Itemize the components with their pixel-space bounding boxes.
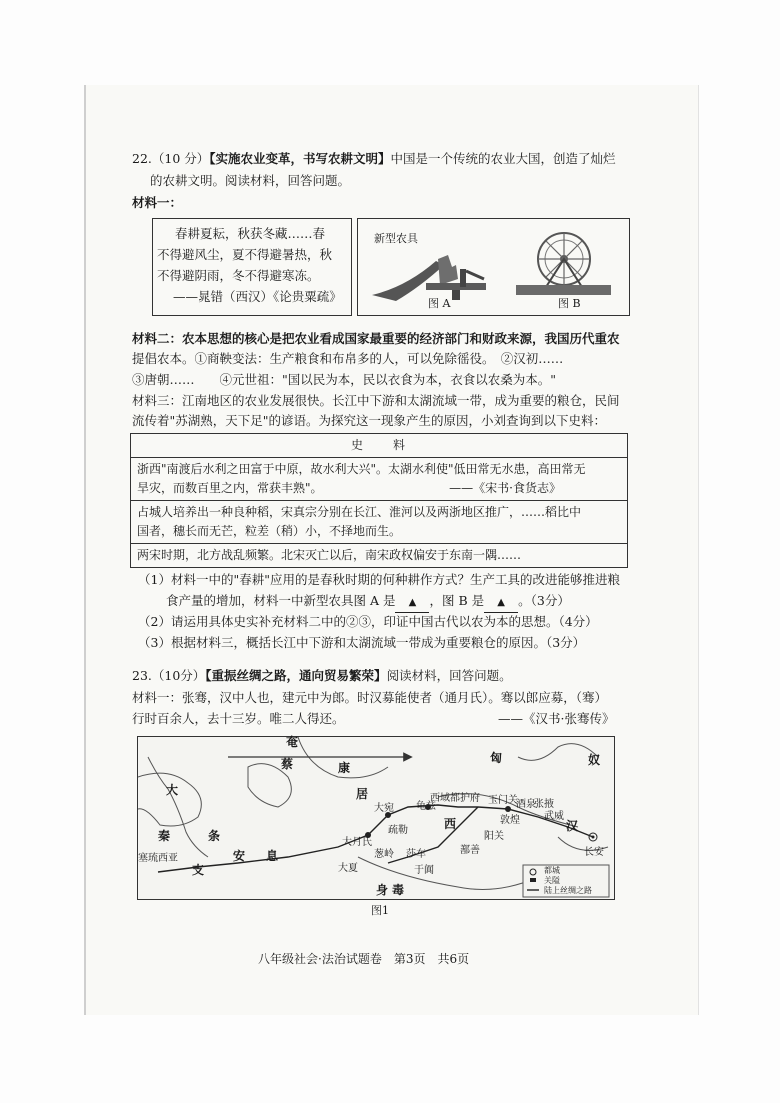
map-label: 奴 bbox=[588, 753, 601, 767]
table-header: 史 料 bbox=[131, 434, 628, 458]
map-place-label: 酒泉 bbox=[516, 799, 536, 810]
material-2-line2: 提倡农本。①商鞅变法：生产粮食和布帛多的人，可以免除徭役。 ②汉初…… bbox=[132, 351, 564, 366]
q23-material-line2: 行时百余人，去十三岁。唯二人得还。 bbox=[132, 711, 345, 726]
tools-figure-box bbox=[357, 218, 630, 316]
silk-road-map bbox=[137, 736, 615, 900]
poem-source: ——晁错（西汉）《论贵粟疏》 bbox=[173, 289, 342, 304]
figure-b-caption: 图 B bbox=[558, 297, 581, 310]
map-place-label: 葱岭 bbox=[374, 849, 394, 860]
q22-number: 22.（10 分） bbox=[132, 151, 210, 166]
material-1-label: 材料一： bbox=[132, 195, 183, 210]
map-label: 汉 bbox=[566, 819, 579, 833]
source-1-citation: ——《宋书·食货志》 bbox=[449, 481, 561, 495]
historical-sources-table bbox=[130, 433, 628, 568]
table-header-row bbox=[131, 434, 628, 458]
material-2-line1: 材料二：农本思想的核心是把农业看成国家最重要的经济部门和财政来源，我国历代重农 bbox=[132, 331, 620, 346]
map-label: 康 bbox=[338, 761, 351, 775]
table-row bbox=[131, 501, 628, 544]
poem-line: 不得避阴雨，冬不得避寒冻。 bbox=[157, 268, 320, 283]
map-label: 居 bbox=[356, 787, 369, 801]
q22-line1 bbox=[132, 150, 616, 168]
map-place-label: 敦煌 bbox=[500, 815, 520, 826]
source-2-text-2: 国者，穗长而无芒，粒差（稍）小，不择地而生。 bbox=[137, 524, 402, 538]
map-place-label: 大宛 bbox=[374, 803, 394, 814]
map-place-label: 张掖 bbox=[534, 799, 554, 810]
question-1-line1: （1）材料一中的"春耕"应用的是春秋时期的何种耕作方式？生产工具的改进能够推进粮 bbox=[138, 572, 620, 587]
source-2-text: 占城人培养出一种良种稻，宋真宗分别在长江、淮河以及两浙地区推广，……稻比中 bbox=[137, 505, 582, 519]
material-2-line3: ③唐朝…… ④元世祖："国以民为本，民以衣食为本，衣食以农桑为本。" bbox=[132, 372, 557, 387]
answer-blank-a[interactable]: ▲ bbox=[395, 592, 429, 613]
table-row bbox=[131, 458, 628, 501]
answer-blank-b[interactable]: ▲ bbox=[484, 592, 518, 613]
figure-a-caption: 图 A bbox=[428, 297, 451, 310]
map-place-label: 大夏 bbox=[338, 863, 358, 874]
map-place-label: 鄯善 bbox=[460, 845, 480, 856]
poem-line: 不得避风尘，夏不得避暑热，秋 bbox=[157, 247, 333, 262]
map-place-label: 武威 bbox=[544, 811, 564, 822]
map-label: 条 bbox=[208, 829, 221, 843]
legend-capital: 都城 bbox=[544, 866, 560, 875]
source-1-text: 浙西"南渡后水利之田富于中原，故水利大兴"。太湖水利使"低田常无水患，高田常无 bbox=[137, 462, 586, 476]
tools-title: 新型农具 bbox=[374, 232, 418, 245]
page-footer: 八年级社会·法治试题卷 第3页 共6页 bbox=[258, 952, 470, 966]
legend-pass: 关隘 bbox=[544, 876, 560, 885]
legend-silk-road: 陆上丝绸之路 bbox=[544, 886, 592, 895]
q23-material-line1: 材料一：张骞，汉中人也，建元中为郎。时汉募能使者（通月氏）。骞以郎应募，（骞） bbox=[132, 690, 608, 705]
question-1-line2: 食产量的增加，材料一中新型农具图 A 是 ▲ ，图 B 是 ▲ 。（3分） bbox=[166, 592, 570, 613]
table-row bbox=[131, 544, 628, 568]
question-3: （3）根据材料三，概括长江中下游和太湖流域一带成为重要粮仓的原因。（3分） bbox=[138, 635, 586, 650]
map-label: 大 bbox=[166, 783, 179, 797]
q23-material-source: ——《汉书·张骞传》 bbox=[498, 711, 615, 726]
map-place-label: 西域都护府 bbox=[430, 793, 480, 804]
q23-topic: 【重振丝绸之路，通向贸易繁荣】 bbox=[205, 668, 387, 683]
q22-topic: 【实施农业变革，书写农耕文明】 bbox=[209, 151, 391, 166]
map-label: 支 bbox=[192, 863, 205, 877]
q22-intro: 中国是一个传统的农业大国，创造了灿烂 bbox=[390, 151, 616, 166]
map-label: 西 bbox=[444, 817, 457, 831]
map-place-label: 塞琉西亚 bbox=[138, 853, 178, 864]
material-3-line1: 材料三：江南地区的农业发展很快。长江中下游和太湖流域一带，成为重要的粮仓，民间 bbox=[132, 393, 620, 408]
map-place-label: 龟兹 bbox=[416, 801, 436, 812]
map-outlines bbox=[138, 737, 614, 899]
map-label: 息 bbox=[266, 849, 279, 863]
map-place-label: 于阗 bbox=[414, 865, 434, 876]
q23-number: 23.（10分） bbox=[132, 668, 206, 683]
map-label: 毒 bbox=[392, 883, 405, 897]
map-place-label: 大月氏 bbox=[342, 837, 372, 848]
source-3-text: 两宋时期，北方战乱频繁。北宋灭亡以后，南宋政权偏安于东南一隅…… bbox=[131, 544, 628, 568]
map-label: 秦 bbox=[158, 829, 171, 843]
q22-intro-2: 的农耕文明。阅读材料，回答问题。 bbox=[150, 173, 351, 188]
map-place-label: 疏勒 bbox=[388, 825, 408, 836]
poem-box bbox=[152, 218, 352, 316]
map-place-label: 莎车 bbox=[406, 849, 426, 860]
source-1-text-2: 旱灾，而数百里之内，常获丰熟"。 bbox=[137, 481, 323, 495]
map-label: 安 bbox=[233, 849, 246, 863]
water-wheel-illustration bbox=[516, 229, 611, 295]
map-label: 奄 bbox=[286, 735, 299, 749]
map-label: 身 bbox=[376, 883, 389, 897]
map-place-label: 玉门关 bbox=[488, 795, 518, 806]
map-caption: 图1 bbox=[371, 904, 389, 917]
material-3-line2: 流传着"苏湖熟，天下足"的谚语。为探究这一现象产生的原因，小刘查询到以下史料： bbox=[132, 413, 607, 428]
poem-line: 春耕夏耘，秋获冬藏……春 bbox=[175, 226, 326, 241]
map-place-label: 长安 bbox=[584, 847, 604, 858]
map-label: 蔡 bbox=[281, 757, 294, 771]
q23-intro: 阅读材料，回答问题。 bbox=[386, 668, 512, 683]
q23-line1 bbox=[132, 667, 512, 685]
map-place-label: 阳关 bbox=[484, 831, 504, 842]
question-2: （2）请运用具体史实补充材料二中的②③，印证中国古代以农为本的思想。（4分） bbox=[138, 614, 598, 629]
map-label: 匈 bbox=[490, 751, 503, 765]
